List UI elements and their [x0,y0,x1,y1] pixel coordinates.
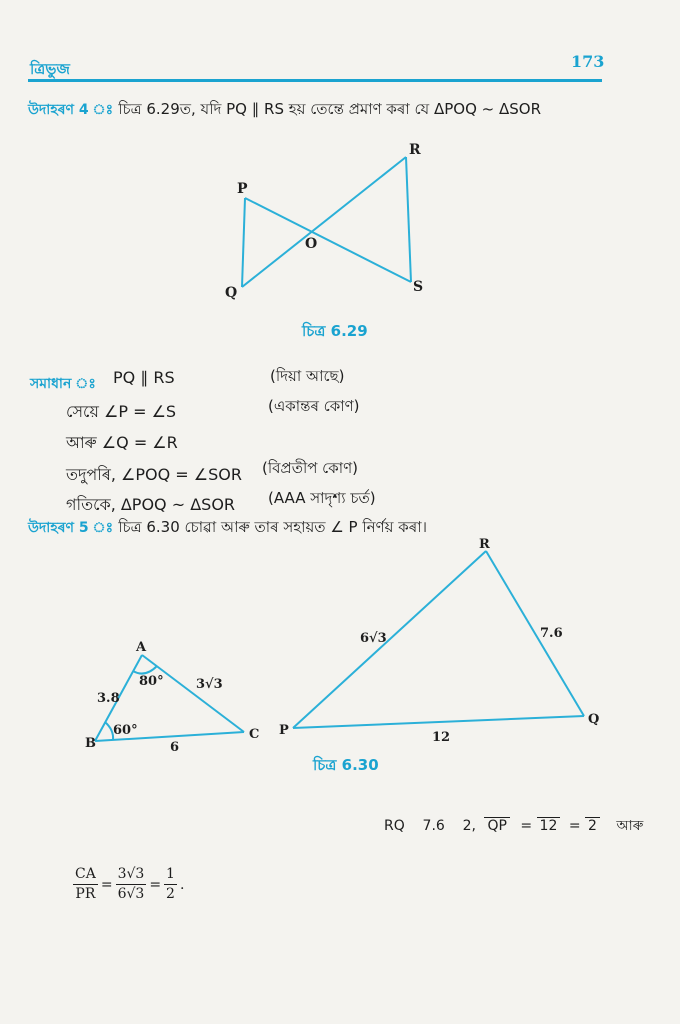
solution-line-4: তদুপৰি, ∠POQ = ∠SOR [66,465,242,484]
angle-b-label: 60° [113,723,138,738]
figure-6-29-caption: চিত্ৰ 6.29 [302,322,368,340]
fraction-roots [116,866,147,903]
partial-ratio-text: RQ 7.6 2 [384,818,472,834]
point-p-large-label: P [279,723,289,738]
figure-6-30-caption: চিত্ৰ 6.30 [313,756,379,774]
partial-ratio-12: 12 [537,817,561,834]
solution-line-1: PQ ∥ RS [113,368,175,387]
example-4-text: চিত্ৰ 6.29ত, যদি PQ ∥ RS হয় তেন্তে প্ৰমাণ কৰা যে ΔPOQ ~ ΔSOR [118,100,541,118]
side-bc-label: 6 [170,740,180,755]
point-c-label: C [249,727,260,742]
equals-sign-1: = [100,876,113,893]
fraction-ca-pr-num: CA [73,866,98,885]
final-period: . [179,876,185,893]
solution-reason-2: (একান্তৰ কোণ) [268,397,360,415]
final-equation [70,866,184,903]
angle-b-arc [105,722,113,740]
segment-rq [486,551,584,716]
point-p-label: P [237,181,248,197]
partial-ratio-trail: আৰু [616,818,644,834]
point-q-large-label: Q [588,712,600,727]
side-pr-label: 6√3 [360,631,387,646]
chapter-title: ত্ৰিভুজ [30,60,70,78]
fraction-half-num: 1 [164,866,177,885]
example-4-label: উদাহৰণ 4 ঃ [28,102,114,118]
partial-ratio-comma: , [471,818,476,834]
solution-reason-1: (দিয়া আছে) [270,367,345,385]
fraction-roots-den: 6√3 [117,886,145,902]
fraction-ca-pr-den: PR [75,886,96,902]
page-number: 173 [571,52,605,71]
fraction-half [164,866,177,903]
solution-reason-5: (AAA সাদৃশ্য চৰ্ত) [268,489,376,507]
solution-line-2: সেয়ে ∠P = ∠S [66,402,177,421]
side-rq-label: 7.6 [540,626,563,641]
fraction-ca-pr [73,866,98,903]
example-5-label: উদাহৰণ 5 ঃ [28,520,114,536]
point-r-large-label: R [479,537,490,552]
segment-pq-large [293,716,584,728]
solution-label: সমাধান ঃ [30,376,96,392]
partial-ratio-2: 2 [585,817,600,834]
partial-ratio-line [384,814,643,838]
partial-ratio-qp: QP [484,817,509,834]
point-r-label: R [409,142,421,158]
angle-a-arc [133,666,157,674]
solution-reason-4: (বিপ্ৰতীপ কোণ) [262,459,359,477]
example-5-text: চিত্ৰ 6.30 চোৱা আৰু তাৰ সহায়ত ∠ P নিৰ্ণয় কৰা। [118,518,427,536]
segment-pr [293,551,486,728]
solution-line-3: আৰু ∠Q = ∠R [66,433,178,452]
point-o-label: O [305,236,318,252]
point-b-label: B [85,736,96,751]
side-pq-large-label: 12 [432,730,451,745]
fraction-half-den: 2 [166,886,175,902]
equals-sign-2: = [149,876,162,893]
point-a-label: A [136,640,147,655]
solution-line-5: গতিকে, ΔPOQ ~ ΔSOR [66,495,236,514]
side-ab-label: 3.8 [97,691,120,706]
point-q-label: Q [225,285,238,301]
side-ac-label: 3√3 [196,677,223,692]
angle-a-label: 80° [139,674,164,689]
point-s-label: S [413,279,424,295]
partial-ratio-eq2: = [568,818,581,834]
partial-ratio-eq1: = [520,818,533,834]
fraction-roots-num: 3√3 [116,866,147,885]
